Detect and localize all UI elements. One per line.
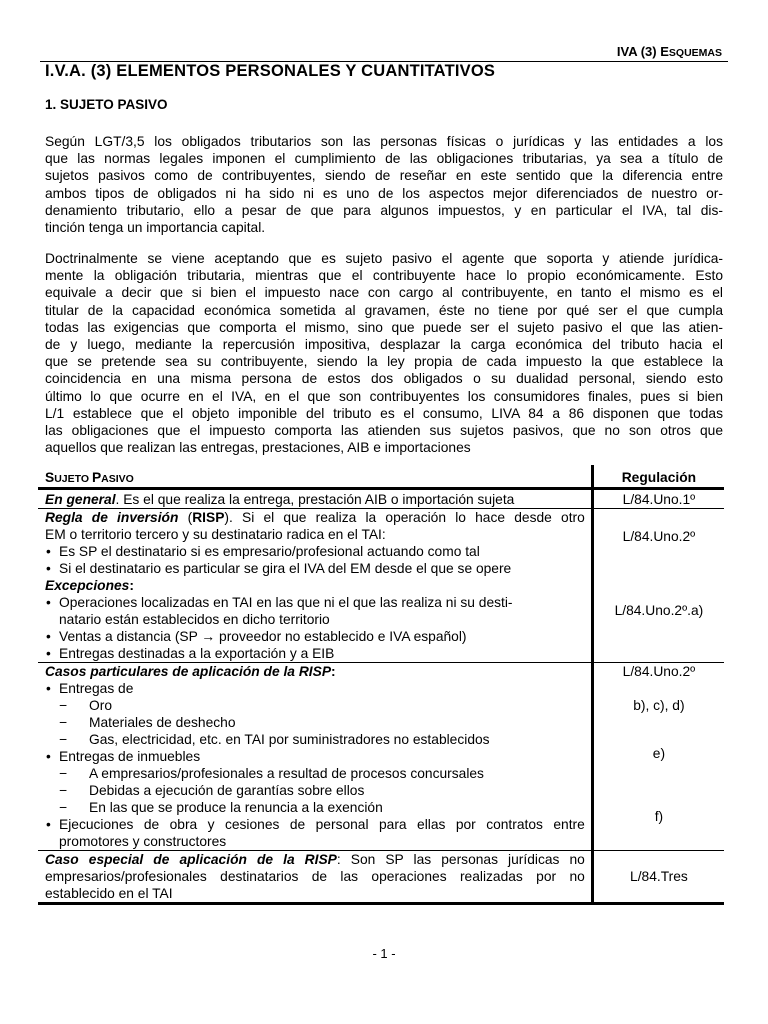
table-row-risp — [38, 509, 724, 663]
row-especial-regulation: L/84.Tres — [592, 851, 724, 904]
list-item: • Ejecuciones de obra y cesiones de personal para ellas por contratos entre — [45, 816, 585, 833]
list-subitem: − En las que se produce la renuncia a la exención — [59, 800, 383, 815]
list-subitem: − A empresarios/profesionales a resultad de procesos concursales — [59, 766, 484, 781]
column-header-sujeto-pasivo: SUJETO PASIVO — [38, 465, 592, 489]
document-title: I.V.A. (3) ELEMENTOS PERSONALES Y CUANTITATIVOS — [45, 62, 496, 80]
paragraph-line: mente la obligación tributaria, mientras que el contribuyente hace lo propio económicamente. Esto — [45, 268, 723, 284]
page-number: - 1 - — [372, 946, 396, 961]
row-general-regulation: L/84.Uno.1º — [592, 489, 724, 509]
paragraph-line: ambos tipos de obligados ni ha sido ni es uno de los aspectos mejor diferenciados de nuestro or- — [45, 185, 723, 201]
paragraph-line: sujetos pasivos como de contribuyentes, siendo de reseñar en este sentido que la diferencia entre — [45, 168, 723, 184]
paragraph-line: que se pretende sea su contribuyente, siendo la ley propia de cada impuesto la que establece la — [45, 354, 723, 370]
list-item: • Entregas de inmuebles — [45, 748, 585, 765]
list-subitem: − Debidas a ejecución de garantías sobre ellos — [59, 783, 364, 798]
paragraph-line: equivale a decir que si bien el impuesto nace con cargo al contribuyente, en tanto el mismo es el — [45, 285, 723, 301]
row-casos-regulation: L/84.Uno.2º b), c), d) e) f) — [592, 663, 724, 851]
row-especial-description: Caso especial de aplicación de la RISP: Son SP las personas jurídicas no empresarios/profesionales destinatarios de las operaciones realizadas por no establecido en el TAI — [38, 851, 592, 904]
paragraph-line: todas las exigencias que comporta el mismo, sino que puede ser el sujeto pasivo el que las atien- — [45, 319, 723, 335]
section-heading: 1. SUJETO PASIVO — [45, 97, 168, 112]
table-header-row — [38, 465, 724, 489]
list-item: • Ventas a distancia (SP → proveedor no establecido e IVA español) — [45, 628, 585, 645]
row-risp-description: Regla de inversión (RISP). Si el que realiza la operación lo hace desde otro EM o territorio tercero y su destinatario radica en el TAI: • Es SP el destinatario si es empresario/profesional actuando como tal • Si el destinatario es particular se gira el IVA del EM desde el que se opere Excepciones: • Operaciones localizadas en TAI en las que ni el que las realiza ni su desti- natario están establecidos en dicho territorio • Ventas a distancia (SP → proveedor no establecido e IVA español) • Entregas destinadas a la exportación y a EIB — [38, 509, 592, 663]
running-head-main: IVA (3) E — [616, 44, 669, 59]
list-item: • Es SP el destinatario si es empresario/profesional actuando como tal — [45, 543, 585, 560]
list-item: • Operaciones localizadas en TAI en las que ni el que las realiza ni su desti- — [45, 594, 585, 611]
paragraph-line: L/1 establece que el objeto imponible del tributo es el consumo, LIVA 84 a 86 disponen que todas — [45, 405, 723, 421]
table-row-general — [38, 489, 724, 509]
list-subitem: − Materiales de deshecho — [59, 715, 236, 730]
paragraph-line: último lo que ocurre en el IVA, en el que son contribuyentes los consumidores finales, pues si bien — [45, 388, 723, 404]
paragraph-2 — [45, 250, 723, 456]
paragraph-line: que las normas legales imponen el cumplimiento de las obligaciones tributarias, ya sea a título de — [45, 151, 723, 167]
table-row-caso-especial — [38, 851, 724, 904]
row-casos-description: Casos particulares de aplicación de la RISP: • Entregas de − Oro − Materiales de deshecho − Gas, electricidad, etc. en TAI por suministradores no establecidos • Entregas de inmuebles − A empresarios/profesionales a resultad de procesos concursales − Debidas a ejecución de garantías sobre ellos − En las que se produce la renuncia a la exención • Ejecuciones de obra y cesiones de personal para ellas por contratos entre promotores y constructores — [38, 663, 592, 851]
taxpayer-table — [38, 465, 724, 905]
running-head — [617, 44, 722, 59]
paragraph-line: tinción tenga un importancia capital. — [45, 220, 266, 236]
paragraph-line: denamiento tributario, ello a pesar de que para algunos impuestos, y en particular el IVA, tal dis- — [45, 202, 723, 218]
row-risp-regulation: L/84.Uno.2º L/84.Uno.2º.a) — [592, 509, 724, 663]
table-row-casos-particulares — [38, 663, 724, 851]
paragraph-line: Doctrinalmente se viene aceptando que es sujeto pasivo el agente que soporta y atiende jurídica- — [45, 251, 723, 266]
list-item: • Si el destinatario es particular se gira el IVA del EM desde el que se opere — [45, 560, 585, 577]
column-header-regulacion: Regulación — [621, 470, 697, 485]
list-item: • Entregas destinadas a la exportación y a EIB — [45, 645, 585, 662]
list-item: • Entregas de — [45, 680, 585, 697]
running-head-small: SQUEMAS — [668, 47, 722, 59]
paragraph-line: coincidencia en una misma persona de estos dos obligados o su dualidad personal, siendo esto — [45, 371, 723, 387]
list-subitem: − Oro — [59, 698, 112, 713]
paragraph-line: las obligaciones que el impuesto comporta las atienden sus sujetos pasivos, que no son otros que — [45, 423, 723, 439]
paragraph-1 — [45, 133, 723, 236]
paragraph-line: de y luego, mediante la repercusión impositiva, desplazar la carga económica del tributo hacia el — [45, 337, 723, 353]
list-subitem: − Gas, electricidad, etc. en TAI por suministradores no establecidos — [59, 732, 490, 747]
paragraph-line: titular de la capacidad económica sometida al gravamen, éste no tiene por qué ser el que cumpla — [45, 302, 723, 318]
paragraph-line: Según LGT/3,5 los obligados tributarios son las personas físicas o jurídicas y las entidades a los — [45, 134, 723, 149]
paragraph-line: aquellos que realizan las entregas, prestaciones, AIB e importaciones — [45, 440, 471, 456]
row-general-description: En general. Es el que realiza la entrega, prestación AIB o importación sujeta — [38, 489, 592, 509]
